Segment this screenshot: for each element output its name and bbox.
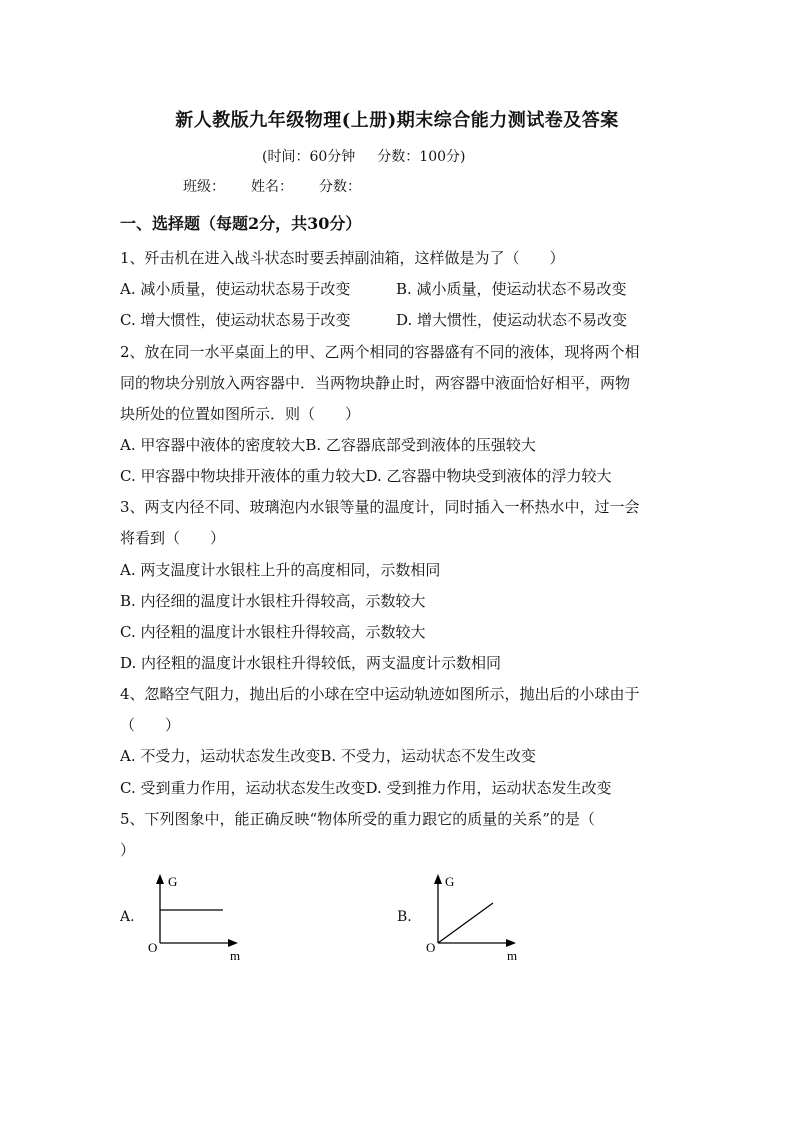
q1-option-b: B. 减小质量，使运动状态不易改变 (396, 280, 627, 298)
q1-option-d: D. 增大惯性，使运动状态不易改变 (396, 311, 628, 329)
q3-option-d: D. 内径粗的温度计水银柱升得较低，两支温度计示数相同 (120, 654, 502, 672)
exam-title: 新人教版九年级物理(上册)期末综合能力测试卷及答案 (175, 110, 619, 131)
exam-time: (时间：60分钟 (262, 149, 356, 165)
graph-b-x-arrow (506, 939, 516, 947)
q3-option-a: A. 两支温度计水银柱上升的高度相同，示数相同 (120, 561, 441, 579)
graph-a-x-label: m (230, 948, 241, 963)
q4-stem-line: （ ） (120, 716, 181, 734)
q4-options-ab: A. 不受力，运动状态发生改变B. 不受力，运动状态不发生改变 (120, 747, 536, 765)
graph-a-x-arrow (228, 939, 238, 947)
q3-stem-line: 3、两支内径不同、玻璃泡内水银等量的温度计，同时插入一杯热水中，过一会 (120, 498, 640, 516)
q5-stem-line: ） (120, 841, 136, 859)
q2-options-cd: C. 甲容器中物块排开液体的重力较大D. 乙容器中物块受到液体的浮力较大 (120, 467, 612, 485)
q5-option-b-label: B. (397, 909, 412, 925)
q3-option-b: B. 内径细的温度计水银柱升得较高，示数较大 (120, 592, 426, 610)
q2-options-ab: A. 甲容器中液体的密度较大B. 乙容器底部受到液体的压强较大 (120, 436, 536, 454)
graph-a-y-label: G (168, 874, 178, 889)
exam-total-score: 分数：100分) (377, 149, 466, 165)
q2-stem-line: 同的物块分别放入两容器中．当两物块静止时，两容器中液面恰好相平，两物 (120, 374, 631, 392)
q3-option-c: C. 内径粗的温度计水银柱升得较高，示数较大 (120, 623, 426, 641)
q3-stem-line: 将看到（ ） (120, 529, 226, 547)
q5-stem-line: 5、下列图象中，能正确反映“物体所受的重力跟它的质量的关系”的是（ (120, 810, 595, 828)
q1-option-a: A. 减小质量，使运动状态易于改变 (120, 280, 351, 298)
q1-option-row (120, 310, 680, 330)
student-info (183, 176, 387, 196)
name-field-label: 姓名： (251, 179, 293, 195)
q1-option-row (120, 279, 680, 299)
class-field-label: 班级： (183, 179, 225, 195)
graph-b-y-arrow (434, 874, 442, 884)
q5-option-a-label: A. (120, 909, 135, 925)
score-field-label: 分数： (319, 179, 361, 195)
section-heading: 一、选择题（每题2分，共30分） (120, 214, 362, 233)
graph-a-y-arrow (156, 874, 164, 884)
graph-a (140, 870, 250, 965)
q2-stem-line: 块所处的位置如图所示．则（ ） (120, 405, 361, 423)
q2-stem-line: 2、放在同一水平桌面上的甲、乙两个相同的容器盛有不同的液体，现将两个相 (120, 343, 640, 361)
graph-b (418, 870, 528, 965)
graph-b-y-label: G (445, 874, 455, 889)
exam-meta (262, 146, 487, 166)
q1-option-c: C. 增大惯性，使运动状态易于改变 (120, 311, 351, 329)
graph-a-origin-label: O (148, 940, 158, 955)
q4-stem-line: 4、忽略空气阻力，抛出后的小球在空中运动轨迹如图所示，抛出后的小球由于 (120, 685, 640, 703)
graph-b-proportional-line (438, 903, 493, 943)
graph-b-origin-label: O (426, 940, 436, 955)
graph-b-x-label: m (507, 948, 518, 963)
q4-options-cd: C. 受到重力作用，运动状态发生改变D. 受到推力作用，运动状态发生改变 (120, 779, 612, 797)
q1-stem: 1、歼击机在进入战斗状态时要丢掉副油箱，这样做是为了（ ） (120, 249, 565, 267)
